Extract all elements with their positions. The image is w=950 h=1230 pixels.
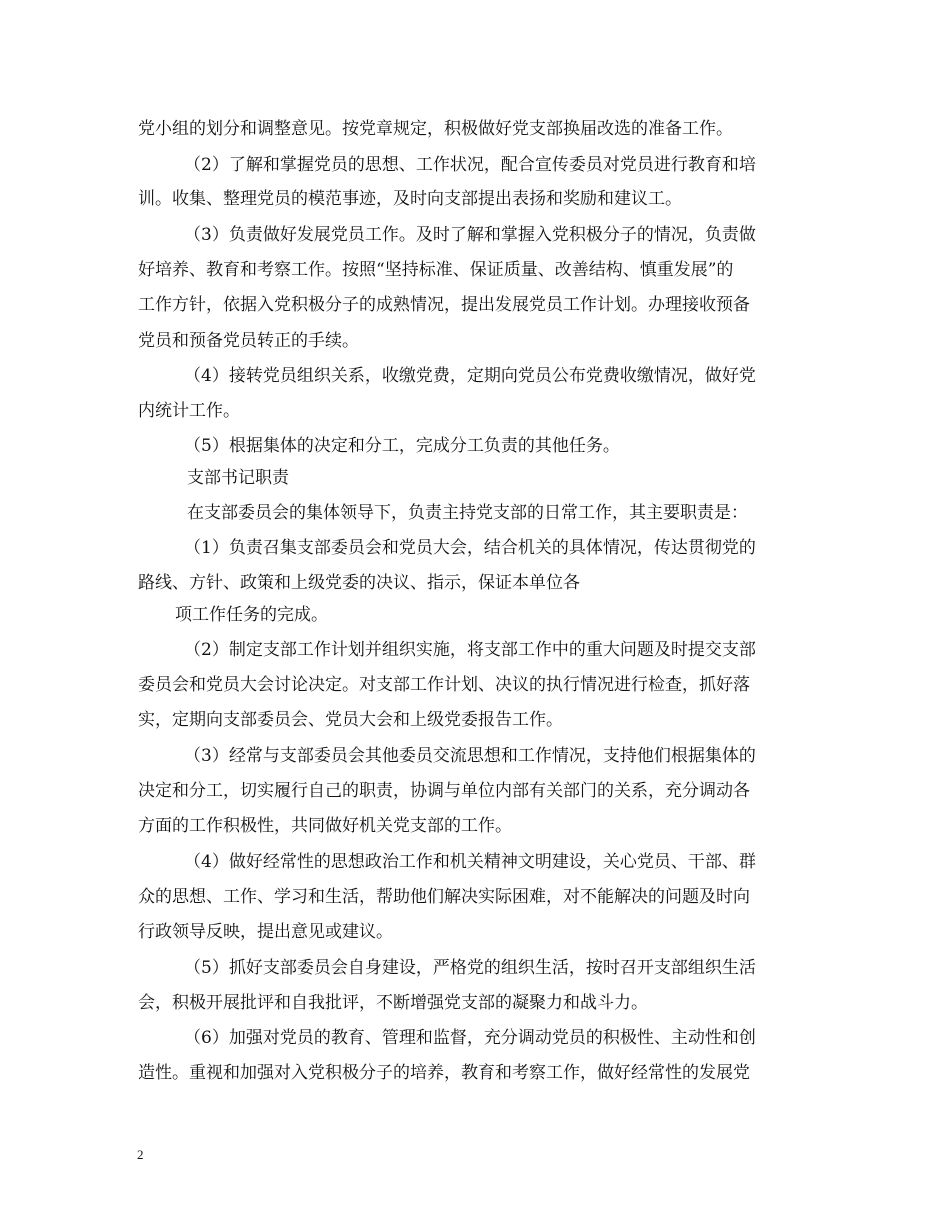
text-line: 工作方针，依据入党积极分子的成熟情况，提出发展党员工作计划。办理接收预备: [138, 295, 750, 315]
text-line: 造性。重视和加强对入党积极分子的培养，教育和考察工作，做好经常性的发展党: [138, 1063, 750, 1083]
text-line: （2）了解和掌握党员的思想、工作状况，配合宣传委员对党员进行教育和培: [184, 155, 756, 175]
text-line: 委员会和党员大会讨论决定。对支部工作计划、决议的执行情况进行检查，抓好落: [138, 675, 750, 695]
text-line: 会，积极开展批评和自我批评，不断增强党支部的凝聚力和战斗力。: [138, 993, 648, 1013]
text-line: 内统计工作。: [138, 401, 240, 421]
text-line: 实，定期向支部委员会、党员大会和上级党委报告工作。: [138, 710, 563, 730]
text-line: （2）制定支部工作计划并组织实施，将支部工作中的重大问题及时提交支部: [184, 640, 756, 660]
text-line: （3）负责做好发展党员工作。及时了解和掌握入党积极分子的情况，负责做: [184, 225, 756, 245]
text-line: （4）做好经常性的思想政治工作和机关精神文明建设，关心党员、干部、群: [184, 852, 756, 872]
text-line: （5）根据集体的决定和分工，完成分工负责的其他任务。: [184, 436, 620, 456]
text-line: 路线、方针、政策和上级党委的决议、指示，保证本单位各: [138, 573, 580, 593]
text-line: 众的思想、工作、学习和生活，帮助他们解决实际困难，对不能解决的问题及时向: [138, 887, 750, 907]
text-line: 好培养、教育和考察工作。按照“坚持标准、保证质量、改善结构、慎重发展”的: [138, 260, 734, 280]
text-line: 决定和分工，切实履行自己的职责，协调与单位内部有关部门的关系，充分调动各: [138, 781, 750, 801]
text-line: 行政领导反映，提出意见或建议。: [138, 922, 393, 942]
text-line: 训。收集、整理党员的模范事迹，及时向支部提出表扬和奖励和建议工。: [138, 189, 682, 209]
text-line: 党员和预备党员转正的手续。: [138, 331, 359, 351]
text-line: （3）经常与支部委员会其他委员交流思想和工作情况，支持他们根据集体的: [184, 746, 756, 766]
section-heading: 支部书记职责: [187, 468, 289, 488]
page-number: 2: [137, 1147, 144, 1162]
text-line: 项工作任务的完成。: [175, 605, 328, 625]
text-line: （4）接转党员组织关系，收缴党费，定期向党员公布党费收缴情况，做好党: [184, 366, 756, 386]
text-line: （6）加强对党员的教育、管理和监督，充分调动党员的积极性、主动性和创: [184, 1028, 756, 1048]
text-line: 党小组的划分和调整意见。按党章规定，积极做好党支部换届改选的准备工作。: [138, 119, 733, 139]
text-line: 方面的工作积极性，共同做好机关党支部的工作。: [138, 816, 512, 836]
text-line: （1）负责召集支部委员会和党员大会，结合机关的具体情况，传达贯彻党的: [184, 538, 756, 558]
text-line: （5）抓好支部委员会自身建设，严格党的组织生活，按时召开支部组织生活: [184, 958, 756, 978]
text-line: 在支部委员会的集体领导下，负责主持党支部的日常工作，其主要职责是：: [187, 503, 748, 523]
